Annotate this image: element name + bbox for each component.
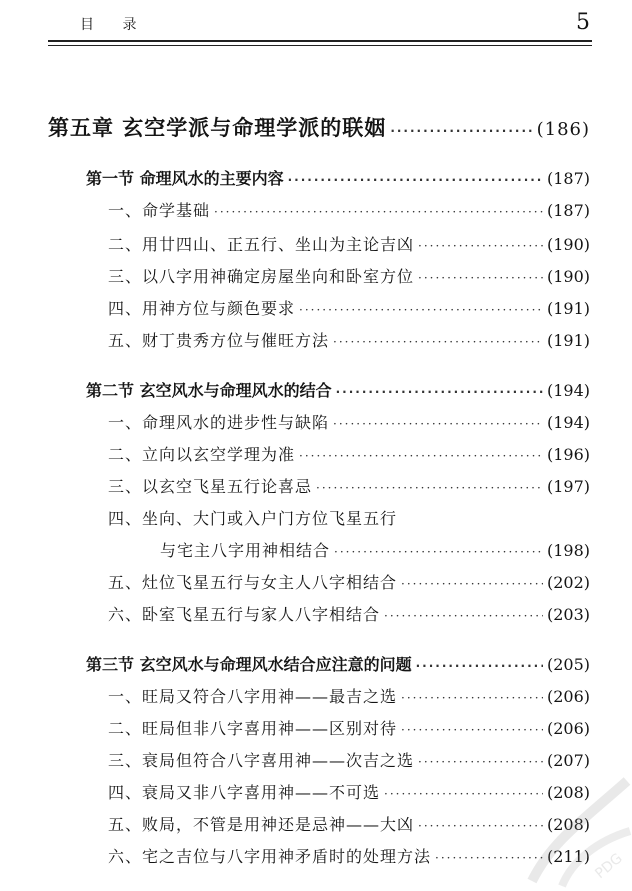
toc-item-entry[interactable] [108,264,590,287]
section-page: (187) [546,169,590,188]
item-title: 四、坐向、大门或入户门方位飞星五行 [108,509,398,528]
toc-item-entry[interactable] [108,232,590,255]
item-page: (208) [546,783,590,802]
toc-section-entry[interactable] [86,166,590,189]
item-page: (191) [546,299,590,318]
item-page: (202) [546,573,590,592]
toc-section-entry[interactable] [86,378,590,401]
item-title: 与宅主八字用神相结合 [160,541,331,560]
item-page: (206) [546,687,590,706]
toc-item-entry[interactable] [108,474,590,497]
dot-leader [418,239,543,253]
item-title: 三、以玄空飞星五行论喜忌 [108,477,313,496]
toc-item-entry-line2[interactable] [160,538,590,561]
item-page: (197) [546,477,590,496]
item-page: (190) [546,235,590,254]
item-title: 一、旺局又符合八字用神——最吉之选 [108,687,398,706]
toc-item-entry[interactable] [108,602,590,625]
dot-leader [214,205,543,219]
item-page: (191) [546,331,590,350]
item-page: (198) [546,541,590,560]
dot-leader [401,691,543,705]
item-page: (187) [546,201,590,220]
dot-leader [336,385,543,399]
section-page: (194) [546,381,590,400]
item-title: 五、灶位飞星五行与女主人八字相结合 [108,573,398,592]
item-title: 五、财丁贵秀方位与催旺方法 [108,331,330,350]
dot-leader [384,609,543,623]
dot-leader [333,335,543,349]
dot-leader [299,303,543,317]
dot-leader [401,577,543,591]
item-title: 二、旺局但非八字喜用神——区别对待 [108,719,398,738]
toc-item-entry[interactable] [108,684,590,707]
item-page: (207) [546,751,590,770]
dot-leader [418,271,543,285]
item-title: 二、立向以玄空学理为准 [108,445,296,464]
toc-item-entry[interactable] [108,198,590,221]
dot-leader [288,173,543,187]
item-title: 四、用神方位与颜色要求 [108,299,296,318]
chapter-page: (186) [536,119,590,140]
item-title: 六、宅之吉位与八字用神矛盾时的处理方法 [108,847,432,866]
item-title: 六、卧室飞星五行与家人八字相结合 [108,605,381,624]
item-page: (203) [546,605,590,624]
dot-leader [299,449,543,463]
watermark-logo [512,761,632,891]
toc-item-entry[interactable] [108,328,590,351]
toc-item-entry-line1[interactable] [108,506,590,529]
dot-leader [316,481,543,495]
chapter-title: 第五章 玄空学派与命理学派的联姻 [48,116,387,140]
item-title: 一、命学基础 [108,201,211,220]
section-title: 第一节 命理风水的主要内容 [86,169,284,188]
item-page: (206) [546,719,590,738]
item-title: 五、败局，不管是用神还是忌神——大凶 [108,815,415,834]
header-title: 目 录 [80,17,149,33]
toc-item-entry[interactable] [108,296,590,319]
item-page: (194) [546,413,590,432]
dot-leader [416,659,543,673]
item-title: 三、衰局但符合八字喜用神——次吉之选 [108,751,415,770]
toc-item-entry[interactable] [108,442,590,465]
item-title: 三、以八字用神确定房屋坐向和卧室方位 [108,267,415,286]
section-title: 第二节 玄空风水与命理风水的结合 [86,381,332,400]
toc-chapter-entry[interactable] [48,112,590,142]
section-title: 第三节 玄空风水与命理风水结合应注意的问题 [86,655,412,674]
dot-leader [390,124,532,138]
dot-leader [333,417,543,431]
item-page: (190) [546,267,590,286]
toc-item-entry[interactable] [108,410,590,433]
watermark-text: PDG [592,850,626,883]
dot-leader [401,723,543,737]
item-page: (208) [546,815,590,834]
item-page: (196) [546,445,590,464]
dot-leader [334,545,543,559]
toc-item-entry[interactable] [108,570,590,593]
section-page: (205) [546,655,590,674]
toc-item-entry[interactable] [108,716,590,739]
item-title: 一、命理风水的进步性与缺陷 [108,413,330,432]
item-title: 二、用廿四山、正五行、坐山为主论吉凶 [108,235,415,254]
page-number: 5 [576,10,590,35]
item-title: 四、衰局又非八字喜用神——不可选 [108,783,381,802]
item-page: (211) [546,847,590,866]
toc-section-entry[interactable] [86,652,590,675]
